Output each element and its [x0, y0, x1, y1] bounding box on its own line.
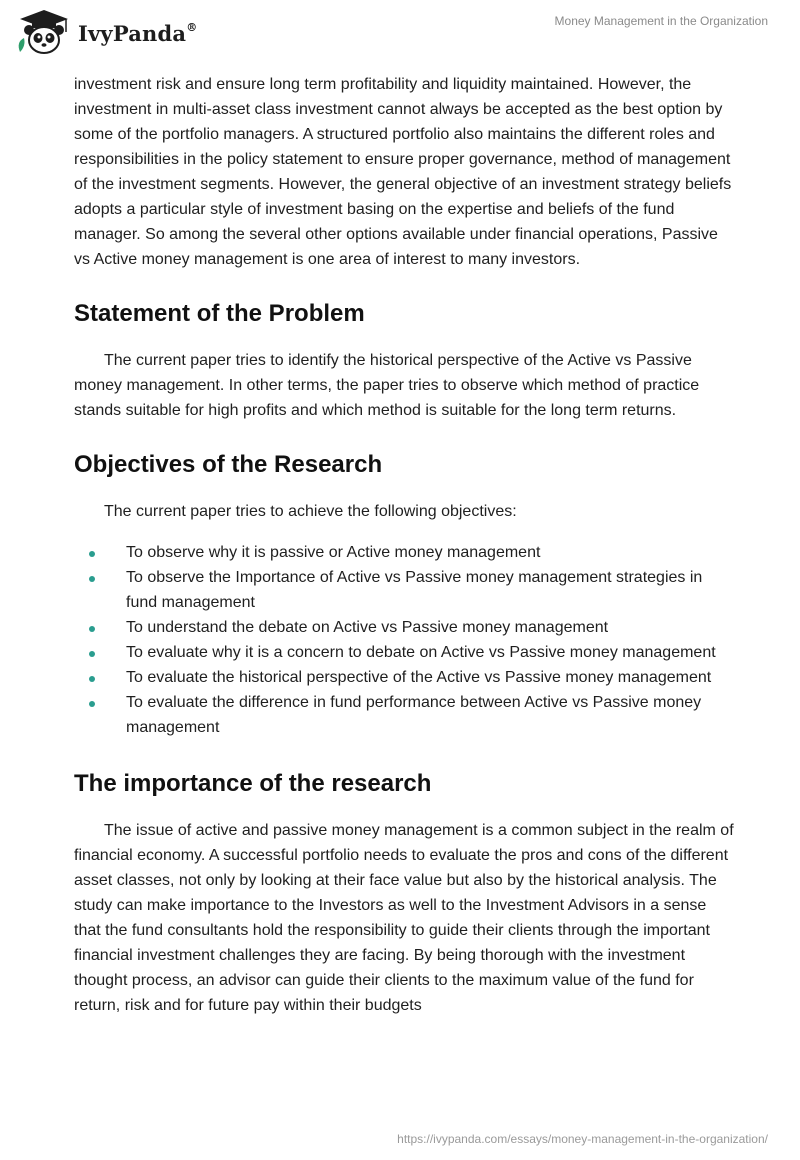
- intro-paragraph: investment risk and ensure long term profitability and liquidity maintained. However, the investment in multi-asset class investment cannot always be accepted as the best option by some of the portfolio managers. A structured portfolio also maintains the different roles and responsibilities in the policy statement to ensure proper governance, method of management of the investment segments. However, the general objective of an investment strategy beliefs adopts a particular style of investment basing on the expertise and beliefs of the fund manager. So among the several other options available under financial operations, Passive vs Active money management is one area of interest to many investors.: [74, 76, 732, 268]
- list-item: To evaluate the historical perspective of the Active vs Passive money management: [74, 665, 734, 690]
- bullet-icon: [89, 626, 95, 632]
- article-body: [74, 72, 734, 1018]
- page-header: [0, 0, 800, 66]
- bullet-icon: [89, 551, 95, 557]
- list-item: To observe why it is passive or Active money management: [74, 540, 734, 565]
- problem-paragraph: The current paper tries to identify the historical perspective of the Active vs Passive money management. In other terms, the paper tries to observe which method of practice stands suitable for high profits and which method is suitable for the long term returns.: [74, 352, 700, 419]
- panda-graduate-icon: [14, 8, 74, 58]
- importance-heading: The importance of the research: [74, 770, 432, 797]
- problem-heading: Statement of the Problem: [74, 300, 365, 327]
- list-item: To evaluate why it is a concern to debate on Active vs Passive money management: [74, 640, 734, 665]
- source-url-link[interactable]: https://ivypanda.com/essays/money-management-in-the-organization/: [397, 1132, 768, 1146]
- bullet-icon: [89, 651, 95, 657]
- bullet-icon: [89, 576, 95, 582]
- ivypanda-logo[interactable]: [14, 8, 197, 58]
- list-item: To evaluate the difference in fund performance between Active vs Passive money management: [74, 690, 734, 740]
- bullet-icon: [89, 701, 95, 707]
- list-item: To observe the Importance of Active vs Passive money management strategies in fund management: [74, 565, 734, 615]
- list-item: To understand the debate on Active vs Passive money management: [74, 615, 734, 640]
- bullet-icon: [89, 676, 95, 682]
- objectives-list: [74, 540, 734, 740]
- brand-name: IvyPanda®: [78, 20, 198, 46]
- importance-paragraph: The issue of active and passive money management is a common subject in the realm of financial economy. A successful portfolio needs to evaluate the pros and cons of the different asset classes, not only by looking at their face value but also by the historical analysis. The study can make importance to the Investors as well to the Investment Advisors in a sense that the fund consultants hold the responsibility to guide their clients through the important financial investment challenges they are facing. By being thorough with the investment thought process, an advisor can guide their clients to the maximum value of the fund for return, risk and for future pay within their budgets: [74, 822, 734, 1014]
- document-title: Money Management in the Organization: [554, 14, 768, 28]
- objectives-paragraph: The current paper tries to achieve the following objectives:: [104, 503, 517, 520]
- objectives-heading: Objectives of the Research: [74, 451, 383, 478]
